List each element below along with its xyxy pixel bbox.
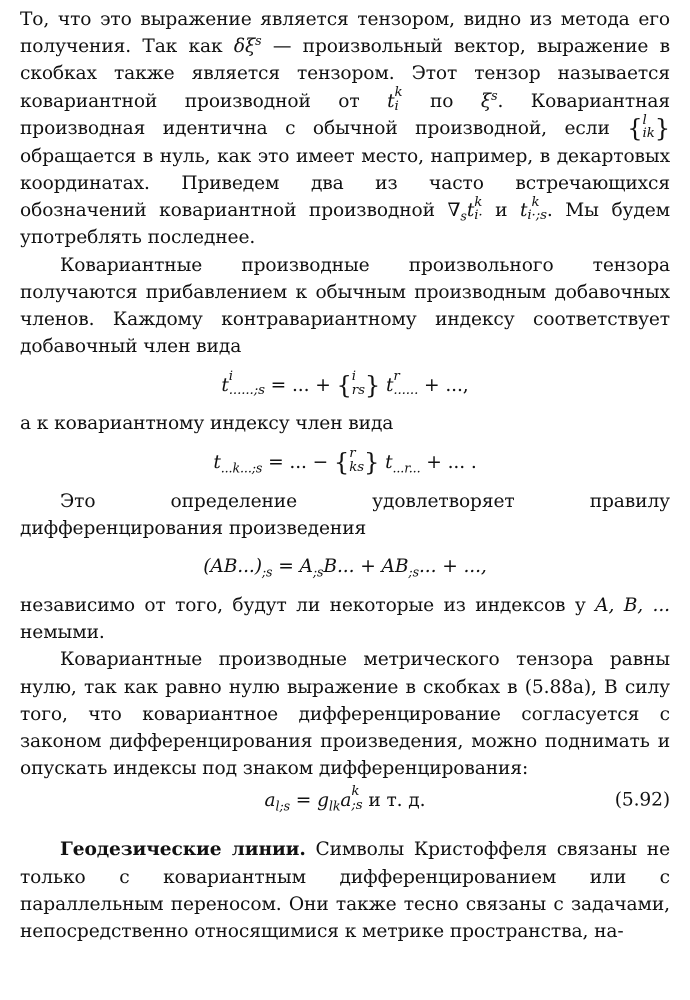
text-run: То, что это выражение является тензором, видно из метода его получения. Так как xyxy=(20,9,670,58)
tensor-symbol: t xyxy=(466,200,475,221)
subscript: ......;s xyxy=(228,382,265,398)
subscript: ;s xyxy=(261,565,273,581)
text-run: немыми. xyxy=(20,622,105,644)
superscript: i xyxy=(228,369,233,385)
xi-symbol: ξ xyxy=(480,90,492,112)
eq-operator: = ... − xyxy=(262,451,334,473)
subscript: lk xyxy=(328,798,341,814)
subscript: ...... xyxy=(393,382,419,398)
superscript: k xyxy=(351,784,360,800)
delta-xi-symbol: δξ xyxy=(233,36,256,58)
brace-open: { xyxy=(627,114,643,143)
christoffel-stack xyxy=(349,447,364,474)
eq-symbol: t xyxy=(213,451,221,473)
subscript: s xyxy=(460,208,467,224)
variables: A, B, ... xyxy=(595,595,670,617)
superscript: s xyxy=(491,87,498,103)
tensor-symbol: t xyxy=(387,90,395,112)
superscript: r xyxy=(393,369,400,385)
brace-close: } xyxy=(363,448,380,477)
eq-term: ... + ..., xyxy=(418,556,487,578)
eq-symbol: a xyxy=(340,789,352,811)
eq-symbol: t xyxy=(385,374,394,396)
index-stack xyxy=(527,196,547,223)
eq-operator: + ... . xyxy=(420,451,477,473)
equation-3 xyxy=(20,542,670,592)
index-stack xyxy=(394,86,402,113)
index-stack xyxy=(474,196,482,223)
text-run: Символы Кристоффеля связаны не только с ковариантным дифференцированием или с параллельным переносом. Они также тесно связаны с задачами, непосредственно относящимися к метрике пространства, на- xyxy=(20,839,670,943)
eq-operator: = ... + xyxy=(264,374,337,396)
paragraph-2: Ковариантные производные произвольного тензора получаются прибавлением к обычным производным добавочных членов. Каждому контравариантному индексу соответствует добавочный член вида xyxy=(20,254,670,358)
subscript: ;s xyxy=(312,565,324,581)
christoffel-bottom: rs xyxy=(351,382,365,398)
subscript: i·;s xyxy=(527,208,547,223)
equation-number: (5.92) xyxy=(614,789,670,811)
eq-symbol: a xyxy=(264,789,276,811)
paragraph-5 xyxy=(20,592,670,646)
subscript: i xyxy=(394,98,399,114)
superscript: k xyxy=(394,85,403,101)
text-run: независимо от того, будут ли некоторые из индексов у xyxy=(20,595,596,617)
christoffel-stack xyxy=(352,370,365,397)
text-run: и xyxy=(482,200,520,221)
equation-1 xyxy=(20,360,670,410)
brace-close: } xyxy=(364,371,381,399)
brace-open: { xyxy=(336,371,352,399)
eq-symbol: t xyxy=(385,451,393,473)
christoffel-bottom: ik xyxy=(642,126,655,141)
text-run: по xyxy=(402,90,481,112)
christoffel-stack xyxy=(643,114,655,141)
equation-4 xyxy=(20,782,670,818)
paragraph-4: Это определение удовлетворяет правилу дифференцирования произведения xyxy=(20,490,670,539)
page-content xyxy=(20,6,670,945)
subscript: l;s xyxy=(275,798,290,814)
nabla-symbol: ∇ xyxy=(447,200,461,221)
subscript: ;s xyxy=(408,565,419,581)
brace-open: { xyxy=(333,448,350,477)
paragraph-7 xyxy=(20,836,670,945)
christoffel-top: i xyxy=(351,369,356,385)
text-run: . Мы будем употреблять последнее. xyxy=(20,200,671,249)
tensor-symbol: t xyxy=(519,200,528,221)
eq-symbol: t xyxy=(221,374,229,396)
eq-term: B... + AB xyxy=(323,556,409,578)
superscript: k xyxy=(527,194,540,210)
spacer xyxy=(20,818,670,836)
subscript: ;s xyxy=(351,797,363,813)
eq-symbol: (AB...) xyxy=(203,556,262,578)
christoffel-top: r xyxy=(349,446,356,462)
index-stack xyxy=(393,370,418,397)
superscript: k xyxy=(474,194,483,210)
text-run: обращается в нуль, как это имеет место, например, в декартовых координатах. Приведем два из часто встречающихся обозначений ковариантной производной xyxy=(20,145,670,221)
eq-operator: + ..., xyxy=(418,374,469,396)
index-stack xyxy=(229,370,265,397)
eq-term: = g xyxy=(290,789,329,811)
index-stack xyxy=(351,785,362,812)
eq-term: = A xyxy=(272,556,313,578)
eq-text: и т. д. xyxy=(362,789,426,811)
subscript: i· xyxy=(474,208,483,223)
paragraph-3: а к ковариантному индексу член вида xyxy=(20,413,394,435)
paragraph-1 xyxy=(20,6,670,252)
equation-2 xyxy=(20,438,670,488)
brace-close: } xyxy=(654,114,670,143)
subscript: ...k...;s xyxy=(220,460,263,476)
section-heading: Геодезические линии. xyxy=(60,839,306,861)
text-run: — произвольный вектор, выражение в скобках также является тензором. Этот тензор называется ковариантной производной от xyxy=(20,36,670,112)
paragraph-6: Ковариантные производные метрического тензора равны нулю, так как равно нулю выражение в скобках в (5.88а), В силу того, что ковариантное дифференцирование согласуется с законом дифференцирования произведения, можно поднимать и опускать индексы под знаком дифференцирования: xyxy=(20,649,670,780)
text-run: . Ковариантная производная идентична с обычной производной, если xyxy=(20,90,670,139)
christoffel-top: l xyxy=(642,112,647,128)
superscript: s xyxy=(255,33,262,49)
subscript: ...r... xyxy=(392,460,421,476)
christoffel-bottom: ks xyxy=(349,459,364,475)
